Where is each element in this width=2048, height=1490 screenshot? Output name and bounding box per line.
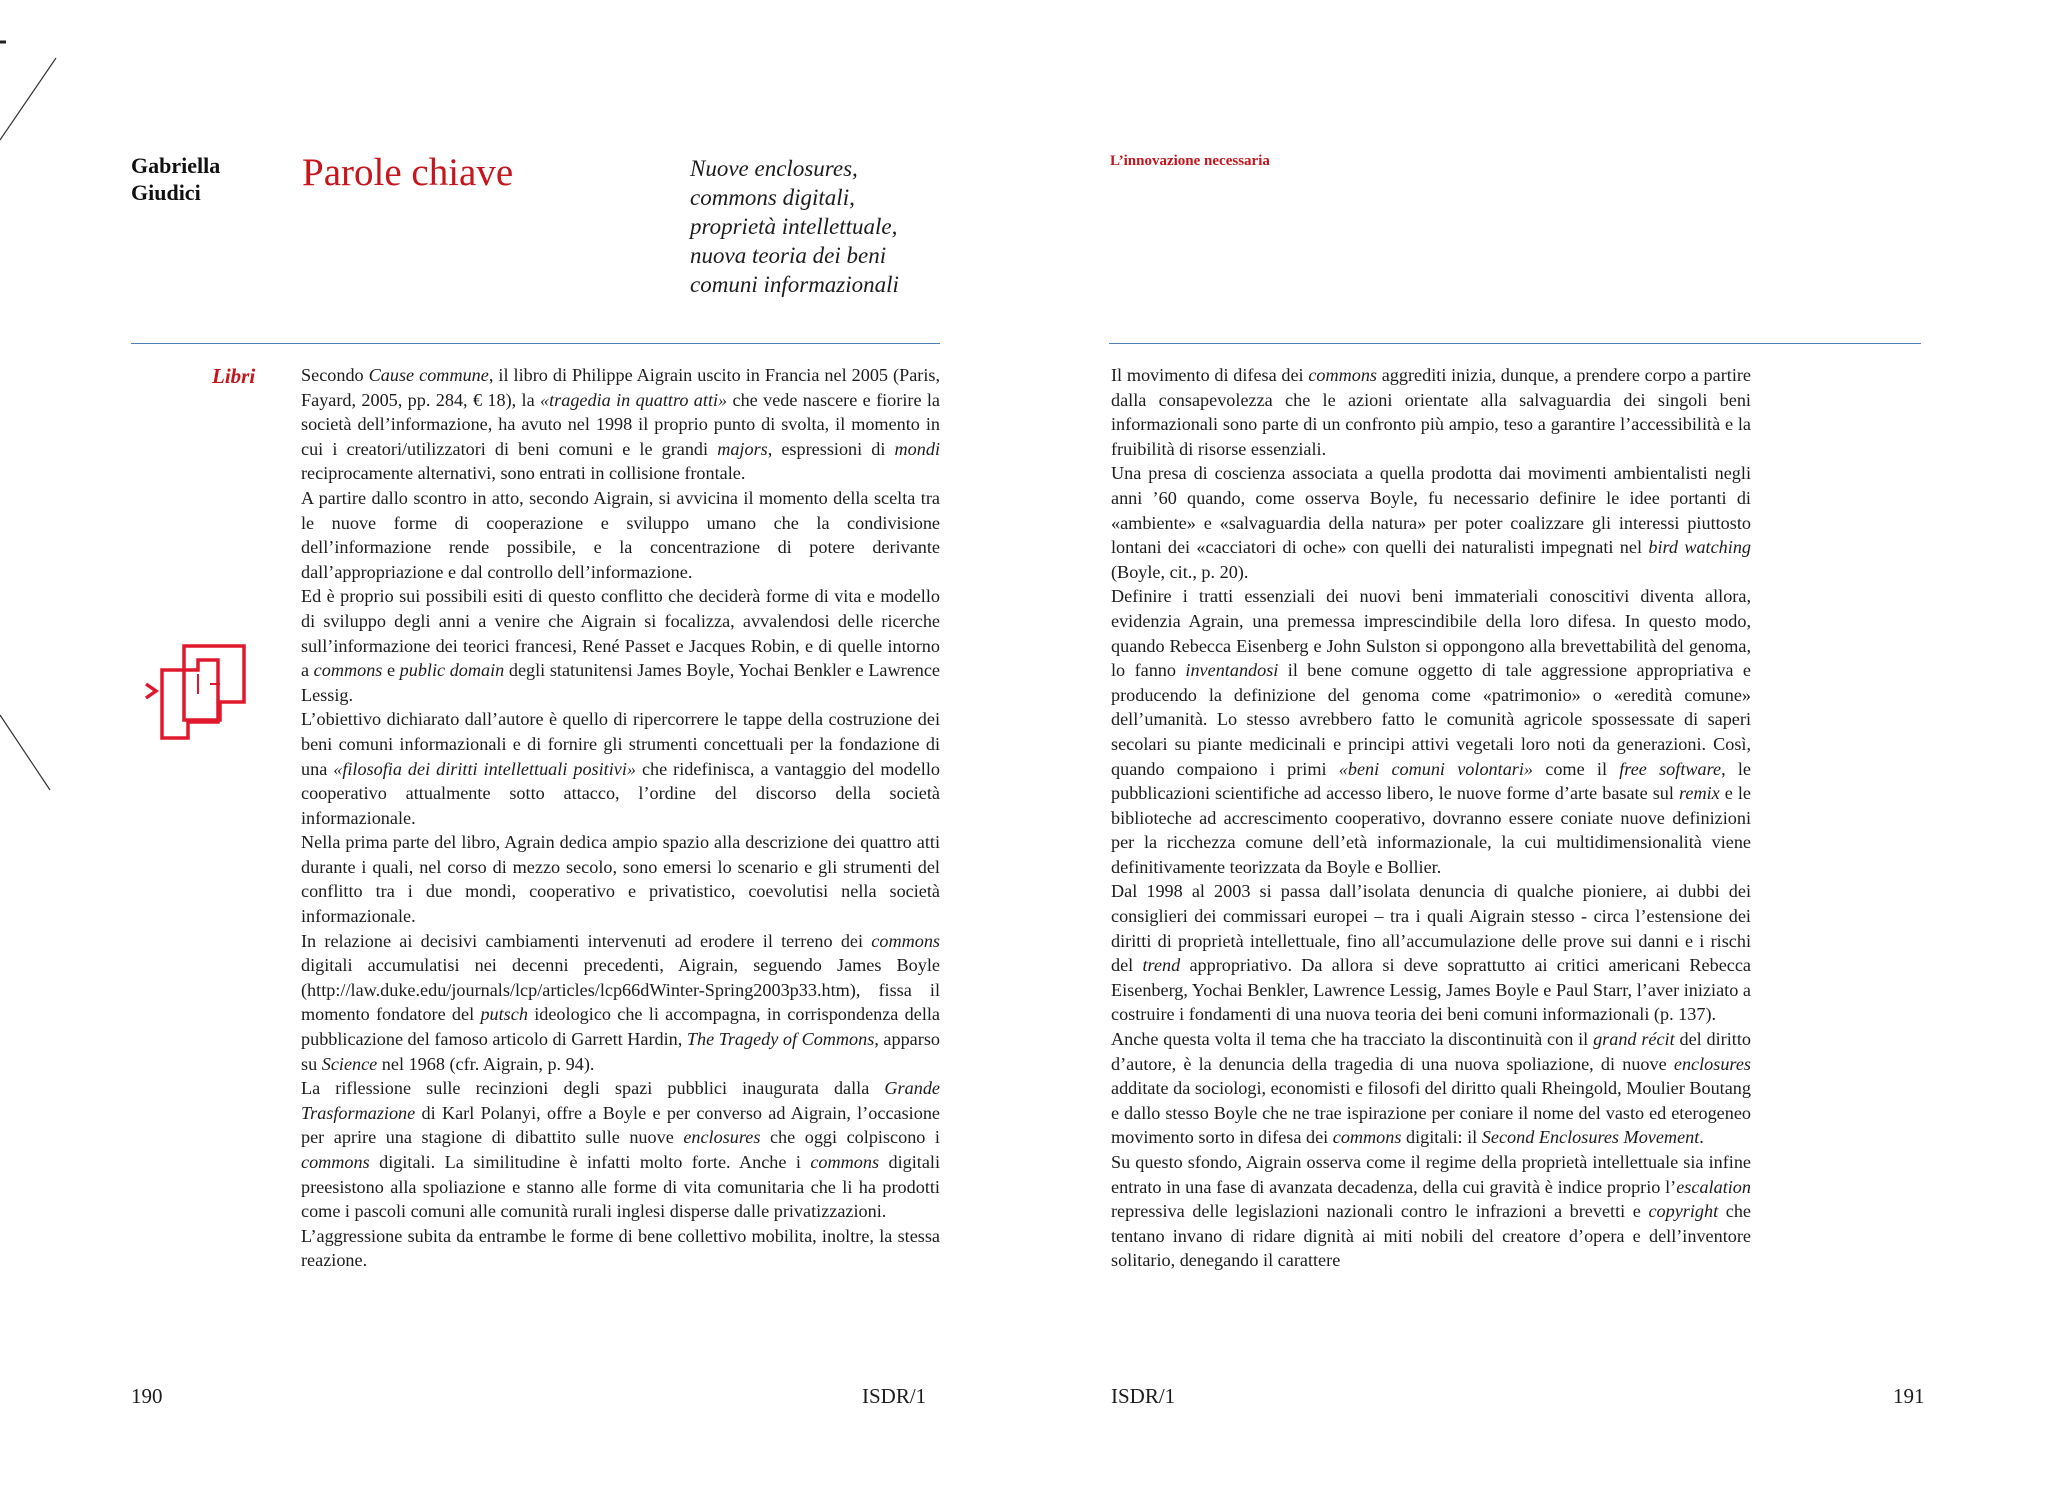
journal-name-right: ISDR/1	[1111, 1384, 1176, 1408]
subtitle-line: Nuove enclosures,	[690, 156, 858, 181]
paragraph: Anche questa volta il tema che ha tracciato la discontinuità con il grand récit del diritto d’autore, è la denuncia della tragedia di una nuova spoliazione, di nuove enclosures additate da sociologi, economisti e filosofi del diritto quali Rheingold, Moulier Boutang e dallo stesso Boyle che ne trae ispirazione per coniare il nome del vasto ed eterogeneo movimento sorto in difesa dei commons digitali: il Second Enclosures Movement.	[1111, 1029, 1751, 1148]
header-rule-left	[131, 343, 940, 344]
paragraph: Definire i tratti essenziali dei nuovi beni immateriali conoscitivi diventa allora, evidenzia Agrain, una premessa imprescindibile della loro difesa. In questo modo, quando Rebecca Eisenberg e John Sulston si oppongono alla brevettabilità del genoma, lo fanno inventandosi il bene comune oggetto di tale aggressione appropriativa e producendo la definizione del genoma come «patrimonio» o «eredità comune» dell’umanità. Lo stesso avrebbero fatto le comunità agricole spossessate di saperi secolari su piante medicinali e principi attivi vegetali loro noti da generazioni. Così, quando compaiono i primi «beni comuni volontari» come il free software, le pubblicazioni scientifiche ad accesso libero, le nuove forme d’arte basate sul remix e le biblioteche ad accrescimento cooperativo, dovranno essere coniate nuove definizioni per la ricchezza comune dell’età informazionale, la cui multidimensionalità viene definitivamente teorizzata da Boyle e Bollier.	[1111, 586, 1752, 877]
running-head: L’innovazione necessaria	[1110, 153, 1270, 169]
author-last-name: Giudici	[131, 180, 201, 205]
paragraph: Su questo sfondo, Aigrain osserva come il regime della proprietà intellettuale sia infine entrato in una fase di avanzata decadenza, della cui gravità è indice proprio l’escalation repressiva delle legislazioni nazionali contro le infrazioni a brevetti e copyright che tentano invano di ridare dignità ai miti nobili del creatore d’opera e dell’inventore solitario, denegando il carattere	[1111, 1152, 1751, 1271]
section-label: Libri	[212, 364, 256, 388]
subtitle-line: comuni informazionali	[690, 272, 899, 297]
paragraph: Dal 1998 al 2003 si passa dall’isolata denuncia di qualche pioniere, ai dubbi dei consiglieri dei commissari europei – tra i quali Aigrain stesso - circa l’estensione dei diritti di proprietà intellettuale, fino all’accumulazione delle prove sui danni e i rischi del trend appropriativo. Da allora si deve soprattutto ai critici americani Rebecca Eisenberg, Yochai Benkler, Lawrence Lessig, James Boyle e Paul Starr, l’aver iniziato a costruire i fondamenti di una nuova teoria dei beni comuni informazionali (p. 137).	[1111, 881, 1751, 1025]
page-number-right: 191	[1893, 1384, 1925, 1408]
interlocking-squares-arrow-icon	[140, 644, 252, 744]
author-first-name: Gabriella	[131, 153, 221, 178]
author-name	[131, 152, 220, 206]
scan-corner-marks	[0, 0, 140, 800]
journal-name-left: ISDR/1	[862, 1384, 927, 1408]
paragraph: Ed è proprio sui possibili esiti di questo conflitto che deciderà forme di vita e modello di sviluppo degli anni a venire che Aigrain si focalizza, avvalendosi delle ricerche sull’informazione dei teorici francesi, René Passet e Jacques Robin, e di quelle intorno a commons e public domain degli statunitensi James Boyle, Yochai Benkler e Lawrence Lessig.	[301, 586, 940, 705]
paragraph: La riflessione sulle recinzioni degli spazi pubblici inaugurata dalla Grande Trasformazione di Karl Polanyi, offre a Boyle e per converso ad Aigrain, l’occasione per aprire una stagione di dibattito sulle nuove enclosures che oggi colpiscono i commons digitali. La similitudine è infatti molto forte. Anche i commons digitali preesistono alla spoliazione e stanno alle forme di vita comunitaria che li ha prodotti come i pascoli comuni alle comunità rurali inglesi disperse dalle privatizzazioni.	[301, 1078, 941, 1222]
paragraph: Secondo Cause commune, il libro di Philippe Aigrain uscito in Francia nel 2005 (Paris, Fayard, 2005, pp. 284, € 18), la «tragedia in quattro atti» che vede nascere e fiorire la società dell’informazione, ha avuto nel 1998 il proprio punto di svolta, il momento in cui i creatori/utilizzatori di beni comuni e le grandi majors, espressioni di mondi reciprocamente alternativi, sono entrati in collisione frontale.	[301, 365, 941, 484]
paragraph: In relazione ai decisivi cambiamenti intervenuti ad erodere il terreno dei commons digitali accumulatisi nei decenni precedenti, Aigrain, seguendo James Boyle (http://law.duke.edu/journals/lcp/articles/lcp66dWinter-Spring2003p33.htm), fissa il momento fondatore del putsch ideologico che li accompagna, in corrispondenza della pubblicazione del famoso articolo di Garrett Hardin, The Tragedy of Commons, apparso su Science nel 1968 (cfr. Aigrain, p. 94).	[301, 930, 940, 1074]
left-column-body	[301, 363, 940, 1273]
subtitle-line: commons digitali,	[690, 185, 855, 210]
paragraph: Il movimento di difesa dei commons aggrediti inizia, dunque, a prendere corpo a partire dalla consapevolezza che le azioni orientate alla salvaguardia dei singoli beni informazionali sono parte di un confronto più ampio, teso a garantire l’accessibilità e la fruibilità di risorse essenziali.	[1111, 365, 1751, 459]
right-column-body	[1111, 363, 1751, 1273]
paragraph: L’aggressione subita da entrambe le forme di bene collettivo mobilita, inoltre, la stessa reazione.	[301, 1225, 940, 1271]
page-number-left: 190	[131, 1384, 163, 1408]
paragraph: Nella prima parte del libro, Agrain dedica ampio spazio alla descrizione dei quattro atti durante i quali, nel corso di mezzo secolo, sono emersi lo scenario e gli strumenti del conflitto tra i due mondi, cooperativo e privatistico, coevolutisi nella società informazionale.	[301, 832, 940, 927]
page-title: Parole chiave	[302, 151, 514, 194]
subtitle-line: nuova teoria dei beni	[690, 243, 887, 268]
subtitle	[690, 154, 899, 299]
subtitle-line: proprietà intellettuale,	[690, 214, 898, 239]
paragraph: L’obiettivo dichiarato dall’autore è quello di ripercorrere le tappe della costruzione dei beni comuni informazionali e di fornire gli strumenti concettuali per la fondazione di una «filosofia dei diritti intellettuali positivi» che ridefinisca, a vantaggio del modello cooperativo attualmente sotto attacco, l’ordine del discorso della società informazionale.	[301, 709, 940, 828]
paragraph: Una presa di coscienza associata a quella prodotta dai movimenti ambientalisti negli anni ’60 quando, come osserva Boyle, fu necessario definire le idee portanti di «ambiente» e «salvaguardia della natura» per poter coalizzare gli interessi piuttosto lontani dei «cacciatori di oche» con quelli dei naturalisti impegnati nel bird watching (Boyle, cit., p. 20).	[1111, 463, 1752, 582]
header-rule-right	[1109, 343, 1921, 344]
paragraph: A partire dallo scontro in atto, secondo Aigrain, si avvicina il momento della scelta tra le nuove forme di cooperazione e sviluppo umano che la condivisione dell’informazione rende possibile, e la concentrazione di potere derivante dall’appropriazione e dal controllo dell’informazione.	[301, 487, 940, 582]
